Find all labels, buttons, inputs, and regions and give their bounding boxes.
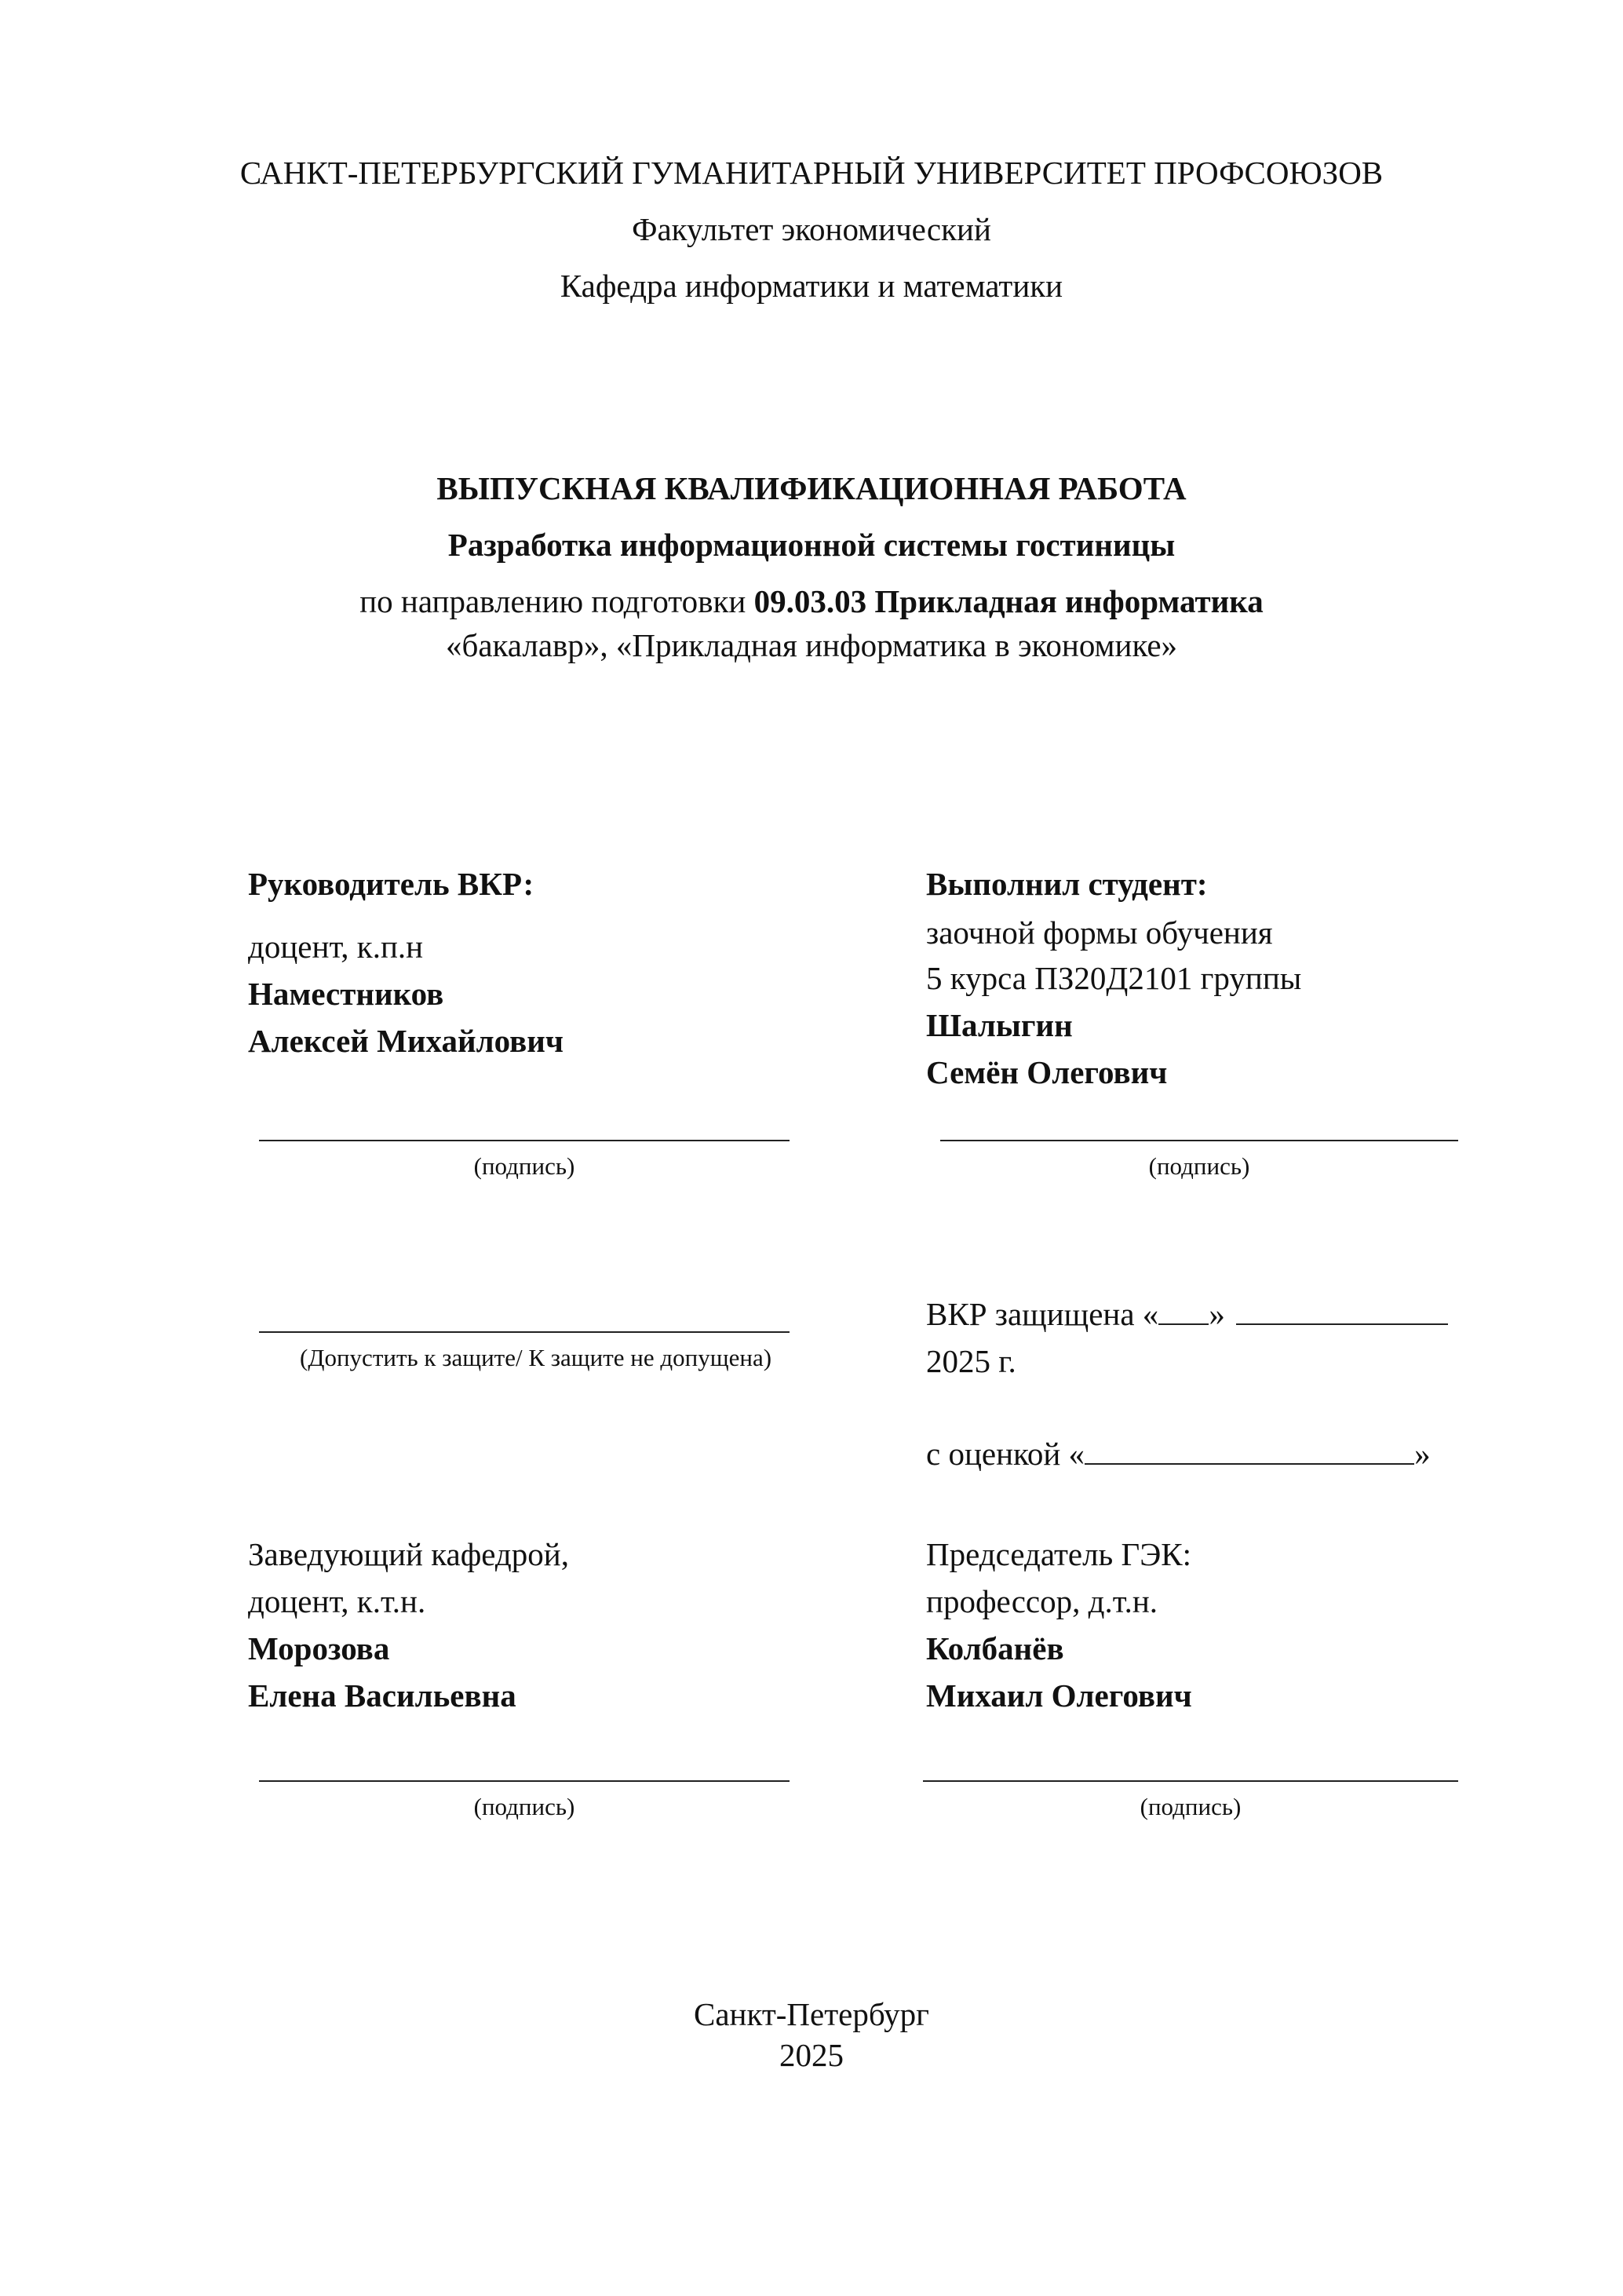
supervisor-signature-caption: (подпись): [473, 1152, 575, 1180]
defense-day-blank: [1158, 1323, 1209, 1325]
gek-surname: Колбанёв: [926, 1630, 1064, 1666]
gek-name: Михаил Олегович: [926, 1677, 1192, 1714]
admission-caption: (Допустить к защите/ К защите не допущена): [300, 1344, 772, 1371]
direction-code: 09.03.03 Прикладная информатика: [753, 583, 1264, 619]
student-course-group: 5 курса ПЗ20Д2101 группы: [926, 960, 1302, 996]
gek-heading: Председатель ГЭК:: [926, 1536, 1192, 1572]
work-type-title: ВЫПУСКНАЯ КВАЛИФИКАЦИОННАЯ РАБОТА: [436, 470, 1187, 506]
student-heading: Выполнил студент:: [926, 866, 1208, 902]
student-name: Семён Олегович: [926, 1054, 1168, 1090]
university-name: САНКТ-ПЕТЕРБУРГСКИЙ ГУМАНИТАРНЫЙ УНИВЕРСИТЕТ ПРОФСОЮЗОВ: [239, 155, 1384, 191]
defense-line: [926, 1297, 1448, 1332]
direction-prefix: по направлению подготовки: [359, 583, 754, 619]
defended-mid: »: [1209, 1296, 1225, 1332]
grade-line: [926, 1436, 1431, 1472]
defended-prefix: ВКР защищена «: [926, 1296, 1159, 1332]
footer-year: 2025: [779, 2037, 844, 2073]
faculty-name: Факультет экономический: [632, 211, 991, 247]
profile-line: «бакалавр», «Прикладная информатика в экономике»: [445, 627, 1178, 663]
supervisor-position: доцент, к.п.н: [248, 929, 424, 965]
gek-signature-caption: (подпись): [1140, 1793, 1242, 1820]
work-topic: Разработка информационной системы гостиницы: [447, 527, 1176, 563]
student-form: заочной формы обучения: [926, 914, 1273, 951]
head-surname: Морозова: [248, 1630, 390, 1666]
footer-city: Санкт-Петербург: [694, 1996, 929, 2032]
direction-line: [0, 584, 1623, 619]
supervisor-heading: Руководитель ВКР:: [248, 866, 534, 902]
grade-prefix: с оценкой «: [926, 1436, 1085, 1472]
grade-blank: [1085, 1463, 1414, 1465]
gek-signature-line: [923, 1780, 1458, 1782]
department-name: Кафедра информатики и математики: [560, 268, 1063, 304]
head-name: Елена Васильевна: [248, 1677, 516, 1714]
grade-suffix: »: [1414, 1436, 1431, 1472]
supervisor-signature-line: [259, 1140, 790, 1141]
head-signature-line: [259, 1780, 790, 1782]
head-heading: Заведующий кафедрой,: [248, 1536, 569, 1572]
student-signature-caption: (подпись): [1148, 1152, 1250, 1180]
student-surname: Шалыгин: [926, 1007, 1073, 1043]
head-position: доцент, к.т.н.: [248, 1583, 426, 1619]
supervisor-name: Алексей Михайлович: [248, 1023, 563, 1059]
defense-month-blank: [1236, 1323, 1448, 1325]
admission-line: [259, 1331, 790, 1333]
gek-position: профессор, д.т.н.: [926, 1583, 1158, 1619]
head-signature-caption: (подпись): [473, 1793, 575, 1820]
defense-year: 2025 г.: [926, 1343, 1016, 1379]
student-signature-line: [940, 1140, 1458, 1141]
supervisor-surname: Наместников: [248, 976, 444, 1012]
